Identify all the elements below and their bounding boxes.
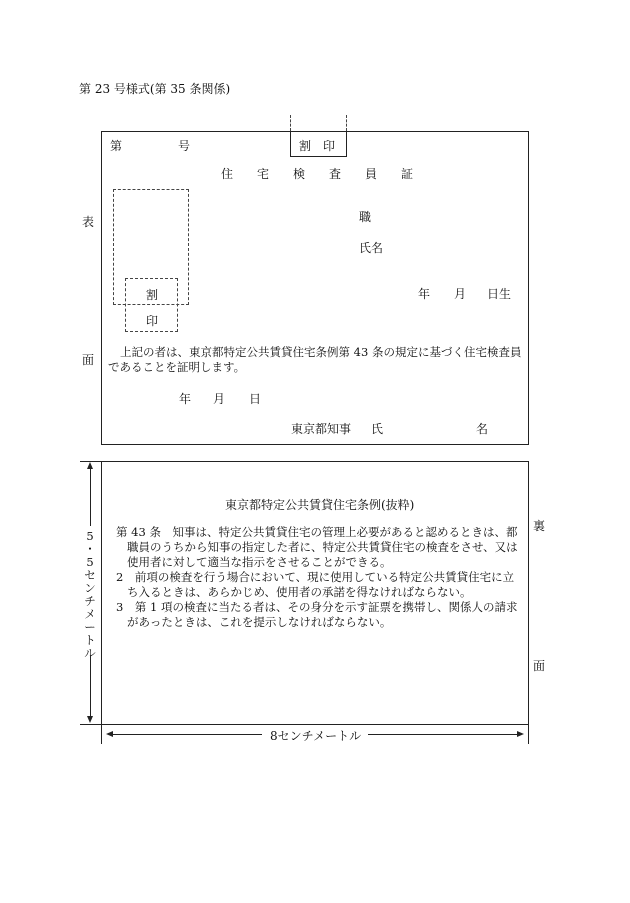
back-heading: 東京都特定公共賃貸住宅条例(抜粋) (225, 498, 415, 512)
height-line-top (90, 468, 91, 526)
width-line-right (368, 734, 518, 735)
width-arrow-right (517, 731, 524, 737)
article-43-line-1: 第 43 条 知事は、特定公共賃貸住宅の管理上必要があると認めるときは、都 (116, 525, 518, 539)
certification-line-2: であることを証明します。 (108, 360, 246, 374)
issue-year: 年 (179, 392, 192, 406)
photo-seal-top: 割 (146, 288, 159, 302)
certification-line-1: 上記の者は、東京都特定公共賃貸住宅条例第 43 条の規定に基づく住宅検査員 (120, 345, 522, 359)
issue-day: 日 (249, 392, 262, 406)
form-title: 第 23 号様式(第 35 条関係) (79, 82, 231, 96)
paragraph-2-line-2: ち入るときは、あらかじめ、使用者の承諾を得なければならない。 (127, 585, 472, 599)
paragraph-3-line-2: があったときは、これを提示しなければならない。 (127, 615, 392, 629)
birth-day: 日生 (487, 287, 512, 301)
paragraph-2-line-1: 2 前項の検査を行う場合において、現に使用している特定公共賃貸住宅に立 (116, 570, 515, 584)
height-line-bottom (90, 656, 91, 716)
width-guide-right (528, 725, 529, 744)
issue-month: 月 (213, 392, 226, 406)
height-label: 5 ・ 5 セ ン チ メ ー ト ル (84, 529, 96, 660)
front-side-label-bottom: 面 (82, 353, 95, 367)
tally-seal-guide-left (290, 115, 291, 131)
back-side-label-top: 裏 (533, 519, 546, 533)
issuer-shi: 氏 (371, 422, 384, 436)
back-side-label-bottom: 面 (533, 659, 546, 673)
height-arrow-down (87, 716, 93, 723)
number-prefix: 第 (110, 139, 123, 153)
tally-seal-guide-right (346, 115, 347, 131)
photo-seal-bottom: 印 (146, 314, 159, 328)
issuer-mei: 名 (476, 422, 489, 436)
issuer-title: 東京都知事 (291, 422, 352, 436)
tally-seal-label: 割 印 (299, 139, 336, 153)
width-label: 8センチメートル (270, 729, 362, 743)
width-guide-left (101, 725, 102, 744)
article-43-line-3: 使用者に対して適当な指示をさせることができる。 (127, 555, 392, 569)
width-line-left (112, 734, 262, 735)
birth-month: 月 (454, 287, 467, 301)
front-side-label-top: 表 (82, 215, 95, 229)
number-suffix: 号 (178, 139, 191, 153)
article-43-line-2: 職員のうちから知事の指定した者に、特定公共賃貸住宅の検査をさせ、又は (127, 540, 518, 554)
card-title: 住宅検査員証 (221, 167, 438, 181)
birth-year: 年 (418, 287, 431, 301)
name-label: 氏名 (359, 241, 384, 255)
position-label: 職 (359, 210, 372, 224)
paragraph-3-line-1: 3 第 1 項の検査に当たる者は、その身分を示す証票を携帯し、関係人の請求 (116, 600, 518, 614)
height-guide-bottom (80, 724, 101, 725)
